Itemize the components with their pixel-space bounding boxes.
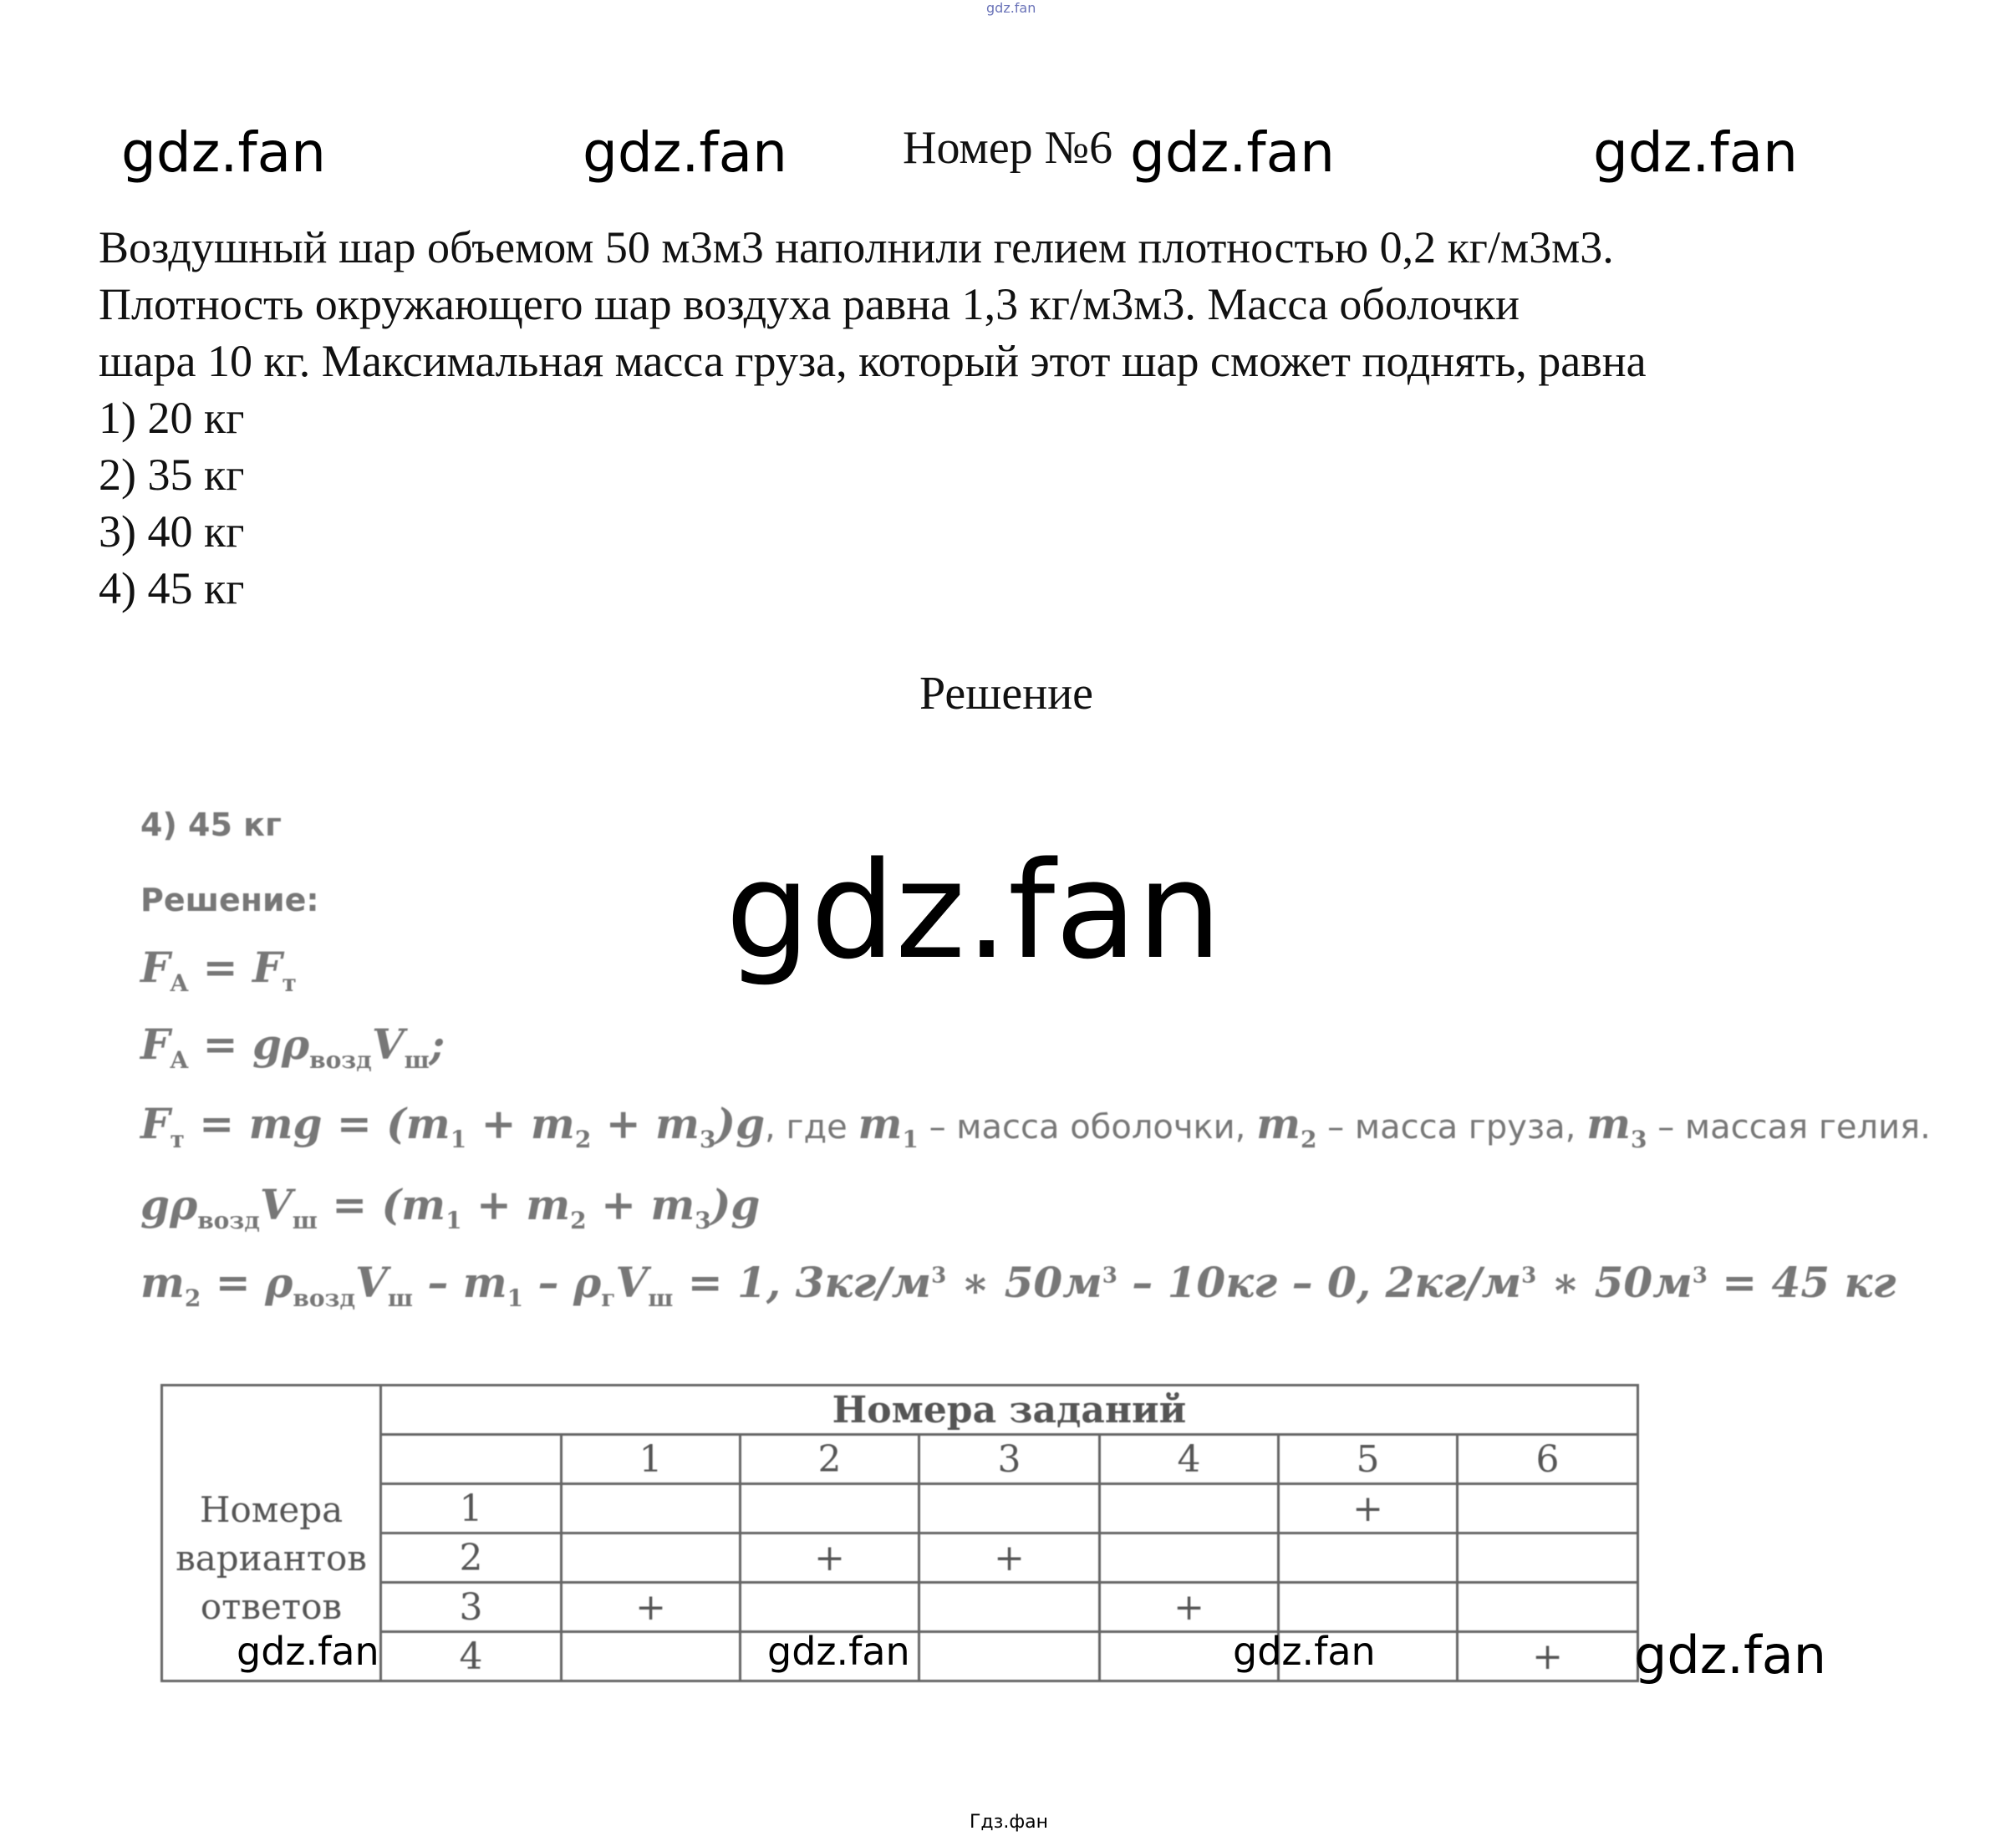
page-title: Номер №6 — [903, 122, 1113, 174]
table-row — [162, 1484, 1638, 1533]
variant-number: 4 — [381, 1632, 562, 1681]
plus-mark: + — [919, 1533, 1100, 1583]
watermark-table-2: gdz.fan — [767, 1629, 910, 1674]
watermark-right: gdz.fan — [1634, 1625, 1827, 1686]
equation-5: $m_2 = \rho_{возд}V_ш - m_1 - \rho_гV_ш = 1$, $3кг/м^3$ ∗ $50м^3 - 10кг - 0$, $2кг/м^3$ ∗ $50м^3 = 45$ кг — [140, 1258, 1896, 1312]
task-number: 1 — [562, 1435, 741, 1484]
variant-number: 2 — [381, 1533, 562, 1583]
problem-line-3: шара 10 кг. Максимальная масса груза, который этот шар сможет поднять, равна — [99, 336, 1647, 386]
option-1: 1) 20 кг — [99, 393, 245, 443]
problem-line-1: Воздушный шар объемом 50 м3м3 наполнили гелием плотностью 0,2 кг/м3м3. — [99, 222, 1614, 272]
answer-options — [99, 389, 244, 617]
solution-label: Решение: — [140, 882, 319, 918]
variant-number: 1 — [381, 1484, 562, 1533]
equation-4: $g\rho_{возд}V_ш = (m_1 + m_2 + m_3)g$ — [140, 1180, 761, 1234]
problem-line-2: Плотность окружающего шар воздуха равна 1,3 кг/м3м3. Масса оболочки — [99, 279, 1520, 329]
equation-2: $F_A = g\rho_{возд}V_ш$; — [140, 1020, 445, 1074]
option-2: 2) 35 кг — [99, 450, 245, 500]
task-number: 6 — [1458, 1435, 1638, 1484]
table-row — [162, 1435, 1638, 1484]
table-header: Номера заданий — [381, 1386, 1638, 1435]
watermark-big: gdz.fan — [725, 832, 1222, 989]
task-number: 3 — [919, 1435, 1100, 1484]
solution-heading: Решение — [919, 668, 1094, 720]
watermark-header-1: gdz.fan — [121, 120, 326, 185]
solution-answer: 4) 45 кг — [140, 806, 282, 843]
problem-text — [99, 219, 1971, 389]
task-number: 5 — [1279, 1435, 1458, 1484]
plus-mark: + — [1279, 1484, 1458, 1533]
plus-mark: + — [741, 1533, 919, 1583]
plus-mark: + — [1100, 1583, 1279, 1632]
row-header: Номера вариантов ответов — [162, 1386, 381, 1681]
option-3: 3) 40 кг — [99, 506, 245, 557]
watermark-top: gdz.fan — [986, 0, 1036, 16]
table-row — [162, 1386, 1638, 1435]
watermark-header-3: gdz.fan — [1130, 120, 1335, 185]
watermark-table-1: gdz.fan — [237, 1629, 379, 1674]
task-number: 2 — [741, 1435, 919, 1484]
watermark-bottom: Гдз.фан — [970, 1812, 1048, 1833]
option-4: 4) 45 кг — [99, 563, 245, 613]
watermark-header-2: gdz.fan — [583, 120, 787, 185]
variant-number: 3 — [381, 1583, 562, 1632]
task-number: 4 — [1100, 1435, 1279, 1484]
watermark-table-3: gdz.fan — [1233, 1629, 1376, 1674]
equation-3: $F_т$ = mg = $(m_1 + m_2 + m_3)g$, где $m_1$ – масса оболочки, $m_2$ – масса груза, $m_3$ – массая гелия. — [140, 1099, 1931, 1153]
table-row — [162, 1533, 1638, 1583]
plus-mark: + — [1458, 1632, 1638, 1681]
watermark-header-4: gdz.fan — [1593, 120, 1798, 185]
table-row — [162, 1583, 1638, 1632]
equation-1: $F_A = F_т$ — [140, 943, 297, 997]
plus-mark: + — [562, 1583, 741, 1632]
